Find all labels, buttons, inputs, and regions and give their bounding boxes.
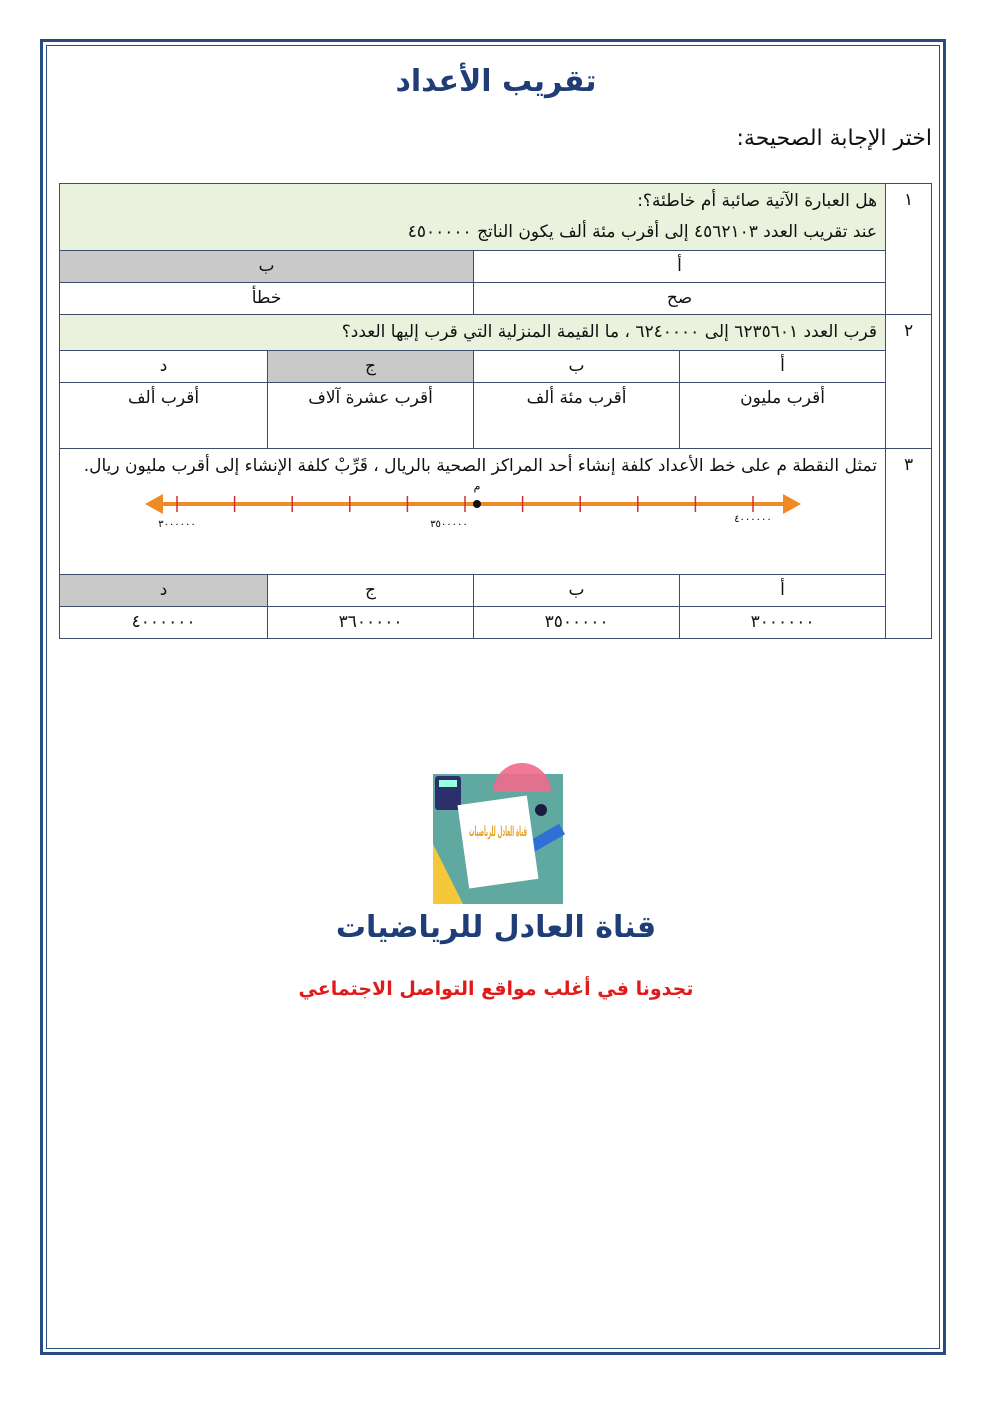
q1-option-value-a[interactable]: صح — [474, 283, 886, 315]
quiz-table — [59, 183, 932, 639]
q2-option-value-b[interactable]: أقرب مئة ألف — [474, 383, 680, 449]
q2-option-value-c[interactable]: أقرب عشرة آلاف — [268, 383, 474, 449]
social-tagline: تجدونا في أغلب مواقع التواصل الاجتماعي — [298, 978, 694, 1000]
number-line-arrow-left — [145, 494, 163, 514]
q2-option-letter-c[interactable]: ج — [268, 351, 474, 383]
q3-option-value-d[interactable]: ٤٠٠٠٠٠٠ — [60, 607, 268, 639]
question-1-line-1: هل العبارة الآتية صائبة أم خاطئة؟: — [637, 191, 878, 211]
number-line — [143, 482, 803, 532]
page-title: تقريب الأعداد — [395, 64, 597, 99]
q2-option-value-a[interactable]: أقرب مليون — [680, 383, 886, 449]
q2-option-letter-b[interactable]: ب — [474, 351, 680, 383]
q3-option-value-a[interactable]: ٣٠٠٠٠٠٠ — [680, 607, 886, 639]
q3-option-letter-d[interactable]: د — [60, 575, 268, 607]
channel-name: قناة العادل للرياضيات — [335, 910, 657, 945]
q3-option-value-c[interactable]: ٣٦٠٠٠٠٠ — [268, 607, 474, 639]
number-line-point-label: م — [473, 480, 480, 493]
question-number-2: ٢ — [886, 315, 932, 449]
q3-option-value-b[interactable]: ٣٥٠٠٠٠٠ — [474, 607, 680, 639]
q2-option-letter-d[interactable]: د — [60, 351, 268, 383]
logo-text: قناة العادل للرياضيات — [469, 824, 527, 840]
number-line-label-middle: ٣٥٠٠٠٠٠ — [429, 519, 468, 530]
question-number-1: ١ — [886, 184, 932, 315]
question-1-text — [60, 184, 886, 251]
number-line-point — [473, 500, 481, 508]
question-2-text: قرب العدد ٦٢٣٥٦٠١ إلى ٦٢٤٠٠٠٠ ، ما القيمة المنزلية التي قرب إليها العدد؟ — [60, 315, 886, 351]
paper-icon — [457, 796, 538, 889]
instruction-text: اختر الإجابة الصحيحة: — [736, 126, 932, 151]
number-line-label-right: ٤٠٠٠٠٠٠ — [733, 514, 772, 525]
question-3-cell — [60, 449, 886, 575]
number-line-arrow-right — [783, 494, 801, 514]
question-1-line-2: عند تقريب العدد ٤٥٦٢١٠٣ إلى أقرب مئة ألف يكون الناتج ٤٥٠٠٠٠٠ — [407, 222, 878, 242]
q1-option-value-b[interactable]: خطأ — [60, 283, 474, 315]
channel-logo — [433, 774, 563, 904]
q1-option-letter-a[interactable]: أ — [474, 251, 886, 283]
compass-icon — [535, 804, 547, 816]
q1-option-letter-b[interactable]: ب — [60, 251, 474, 283]
q2-option-value-d[interactable]: أقرب ألف — [60, 383, 268, 449]
question-number-3: ٣ — [886, 449, 932, 639]
q2-option-letter-a[interactable]: أ — [680, 351, 886, 383]
q3-option-letter-a[interactable]: أ — [680, 575, 886, 607]
number-line-label-left: ٣٠٠٠٠٠٠ — [157, 519, 196, 530]
q3-option-letter-c[interactable]: ج — [268, 575, 474, 607]
question-3-text: تمثل النقطة م على خط الأعداد كلفة إنشاء أحد المراكز الصحية بالريال ، قَرِّبْ كلفة الإنشاء إلى أقرب مليون ريال. — [83, 456, 878, 476]
q3-option-letter-b[interactable]: ب — [474, 575, 680, 607]
